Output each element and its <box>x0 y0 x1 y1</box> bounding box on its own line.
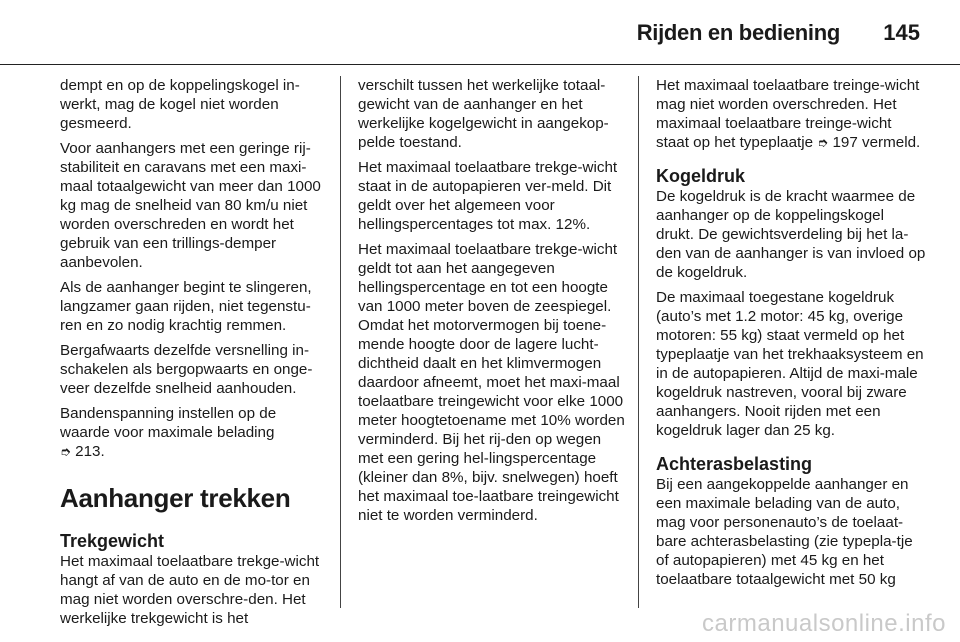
page-title: Rijden en bediening <box>636 20 840 45</box>
column-divider <box>638 76 639 608</box>
paragraph: Voor aanhangers met een geringe rij-stabiliteit en caravans met een maxi-maal totaalgewicht van meer dan 1000 kg mag de snelheid van 80 km/u niet worden overschreden en wordt het gebruik van een trillings-demper aanbevolen. <box>60 140 321 271</box>
page-reference[interactable]: 197 vermeld. <box>832 134 921 151</box>
text-column-2 <box>358 76 626 531</box>
page-number: 145 <box>883 20 920 45</box>
column-divider <box>340 76 341 608</box>
page-header <box>0 0 960 65</box>
reference-arrow-icon[interactable]: ➮ <box>60 444 71 459</box>
paragraph-text: Bandenspanning instellen op de waarde voor maximale belading <box>60 405 277 441</box>
paragraph <box>60 404 328 461</box>
reference-arrow-icon[interactable]: ➮ <box>817 135 829 150</box>
text-column-1 <box>60 76 328 634</box>
page-reference[interactable]: 213. <box>75 443 105 460</box>
text-column-3 <box>656 76 926 595</box>
paragraph: Het maximaal toelaatbare trekge-wicht geldt tot aan het aangegeven hellingspercentage en tot een hoogte van 1000 meter boven de zeespiegel. Omdat het motorvermogen bij toene-mende hoogte door de lagere lucht-dichtheid daalt en het klimvermogen daardoor afneemt, moet het maxi-maal toelaatbare treingewicht voor elke 1000 meter hoogtetoename met 10% worden verminderd. Bij het rij-den op wegen met een gering hel-lingspercentage (kleiner dan 8%, bijv. snelwegen) hoeft het maximaal toe-laatbare treingewicht niet te worden verminderd. <box>358 241 625 524</box>
paragraph: Bij een aangekoppelde aanhanger en een maximale belading van de auto, mag voor personenauto’s de toelaat-bare achterasbelasting (zie typepla-tje of autopapieren) met 45 kg en het toelaatbare totaalgewicht met 50 kg <box>656 476 913 588</box>
subsection-heading: Kogeldruk <box>656 166 746 186</box>
paragraph: Als de aanhanger begint te slingeren, langzamer gaan rijden, niet tegenstu-ren en zo nodig krachtig remmen. <box>60 279 312 334</box>
paragraph: De maximaal toegestane kogeldruk (auto’s met 1.2 motor: 45 kg, overige motoren: 55 kg) staat vermeld op het typeplaatje van het trekhaaksysteem en in de autopapieren. Altijd de maxi-male kogeldruk nastreven, vooral bij zware aanhangers. Nooit rijden met een kogeldruk lager dan 25 kg. <box>656 289 924 439</box>
paragraph: De kogeldruk is de kracht waarmee de aanhanger op de koppelingskogel drukt. De gewichtsverdeling bij het la-den van de aanhanger is van invloed op de kogeldruk. <box>656 188 926 281</box>
subsection-heading: Trekgewicht <box>60 531 165 551</box>
paragraph: Het maximaal toelaatbare trekge-wicht hangt af van de auto en de mo-tor en mag niet worden overschre-den. Het werkelijke trekgewicht is het <box>60 553 320 627</box>
paragraph <box>656 76 926 152</box>
subsection-heading: Achterasbelasting <box>656 454 813 474</box>
paragraph: Bergafwaarts dezelfde versnelling in-schakelen als bergopwaarts en onge-veer dezelfde snelheid aanhouden. <box>60 342 313 397</box>
paragraph: Het maximaal toelaatbare trekge-wicht staat in de autopapieren ver-meld. Dit geldt over het algemeen voor hellingspercentages tot max. 12%. <box>358 159 618 233</box>
section-heading: Aanhanger trekken <box>60 483 291 513</box>
paragraph-text: Het maximaal toelaatbare treinge-wicht mag niet worden overschreden. Het maximaal toelaatbare treinge-wicht staat op het typeplaatje <box>656 77 920 151</box>
watermark: carmanualsonline.info <box>702 610 946 637</box>
paragraph: dempt en op de koppelingskogel in-werkt, mag de kogel niet worden gesmeerd. <box>60 77 300 132</box>
paragraph: verschilt tussen het werkelijke totaal-gewicht van de aanhanger en het werkelijke kogelgewicht in aangekop-pelde toestand. <box>358 77 609 151</box>
